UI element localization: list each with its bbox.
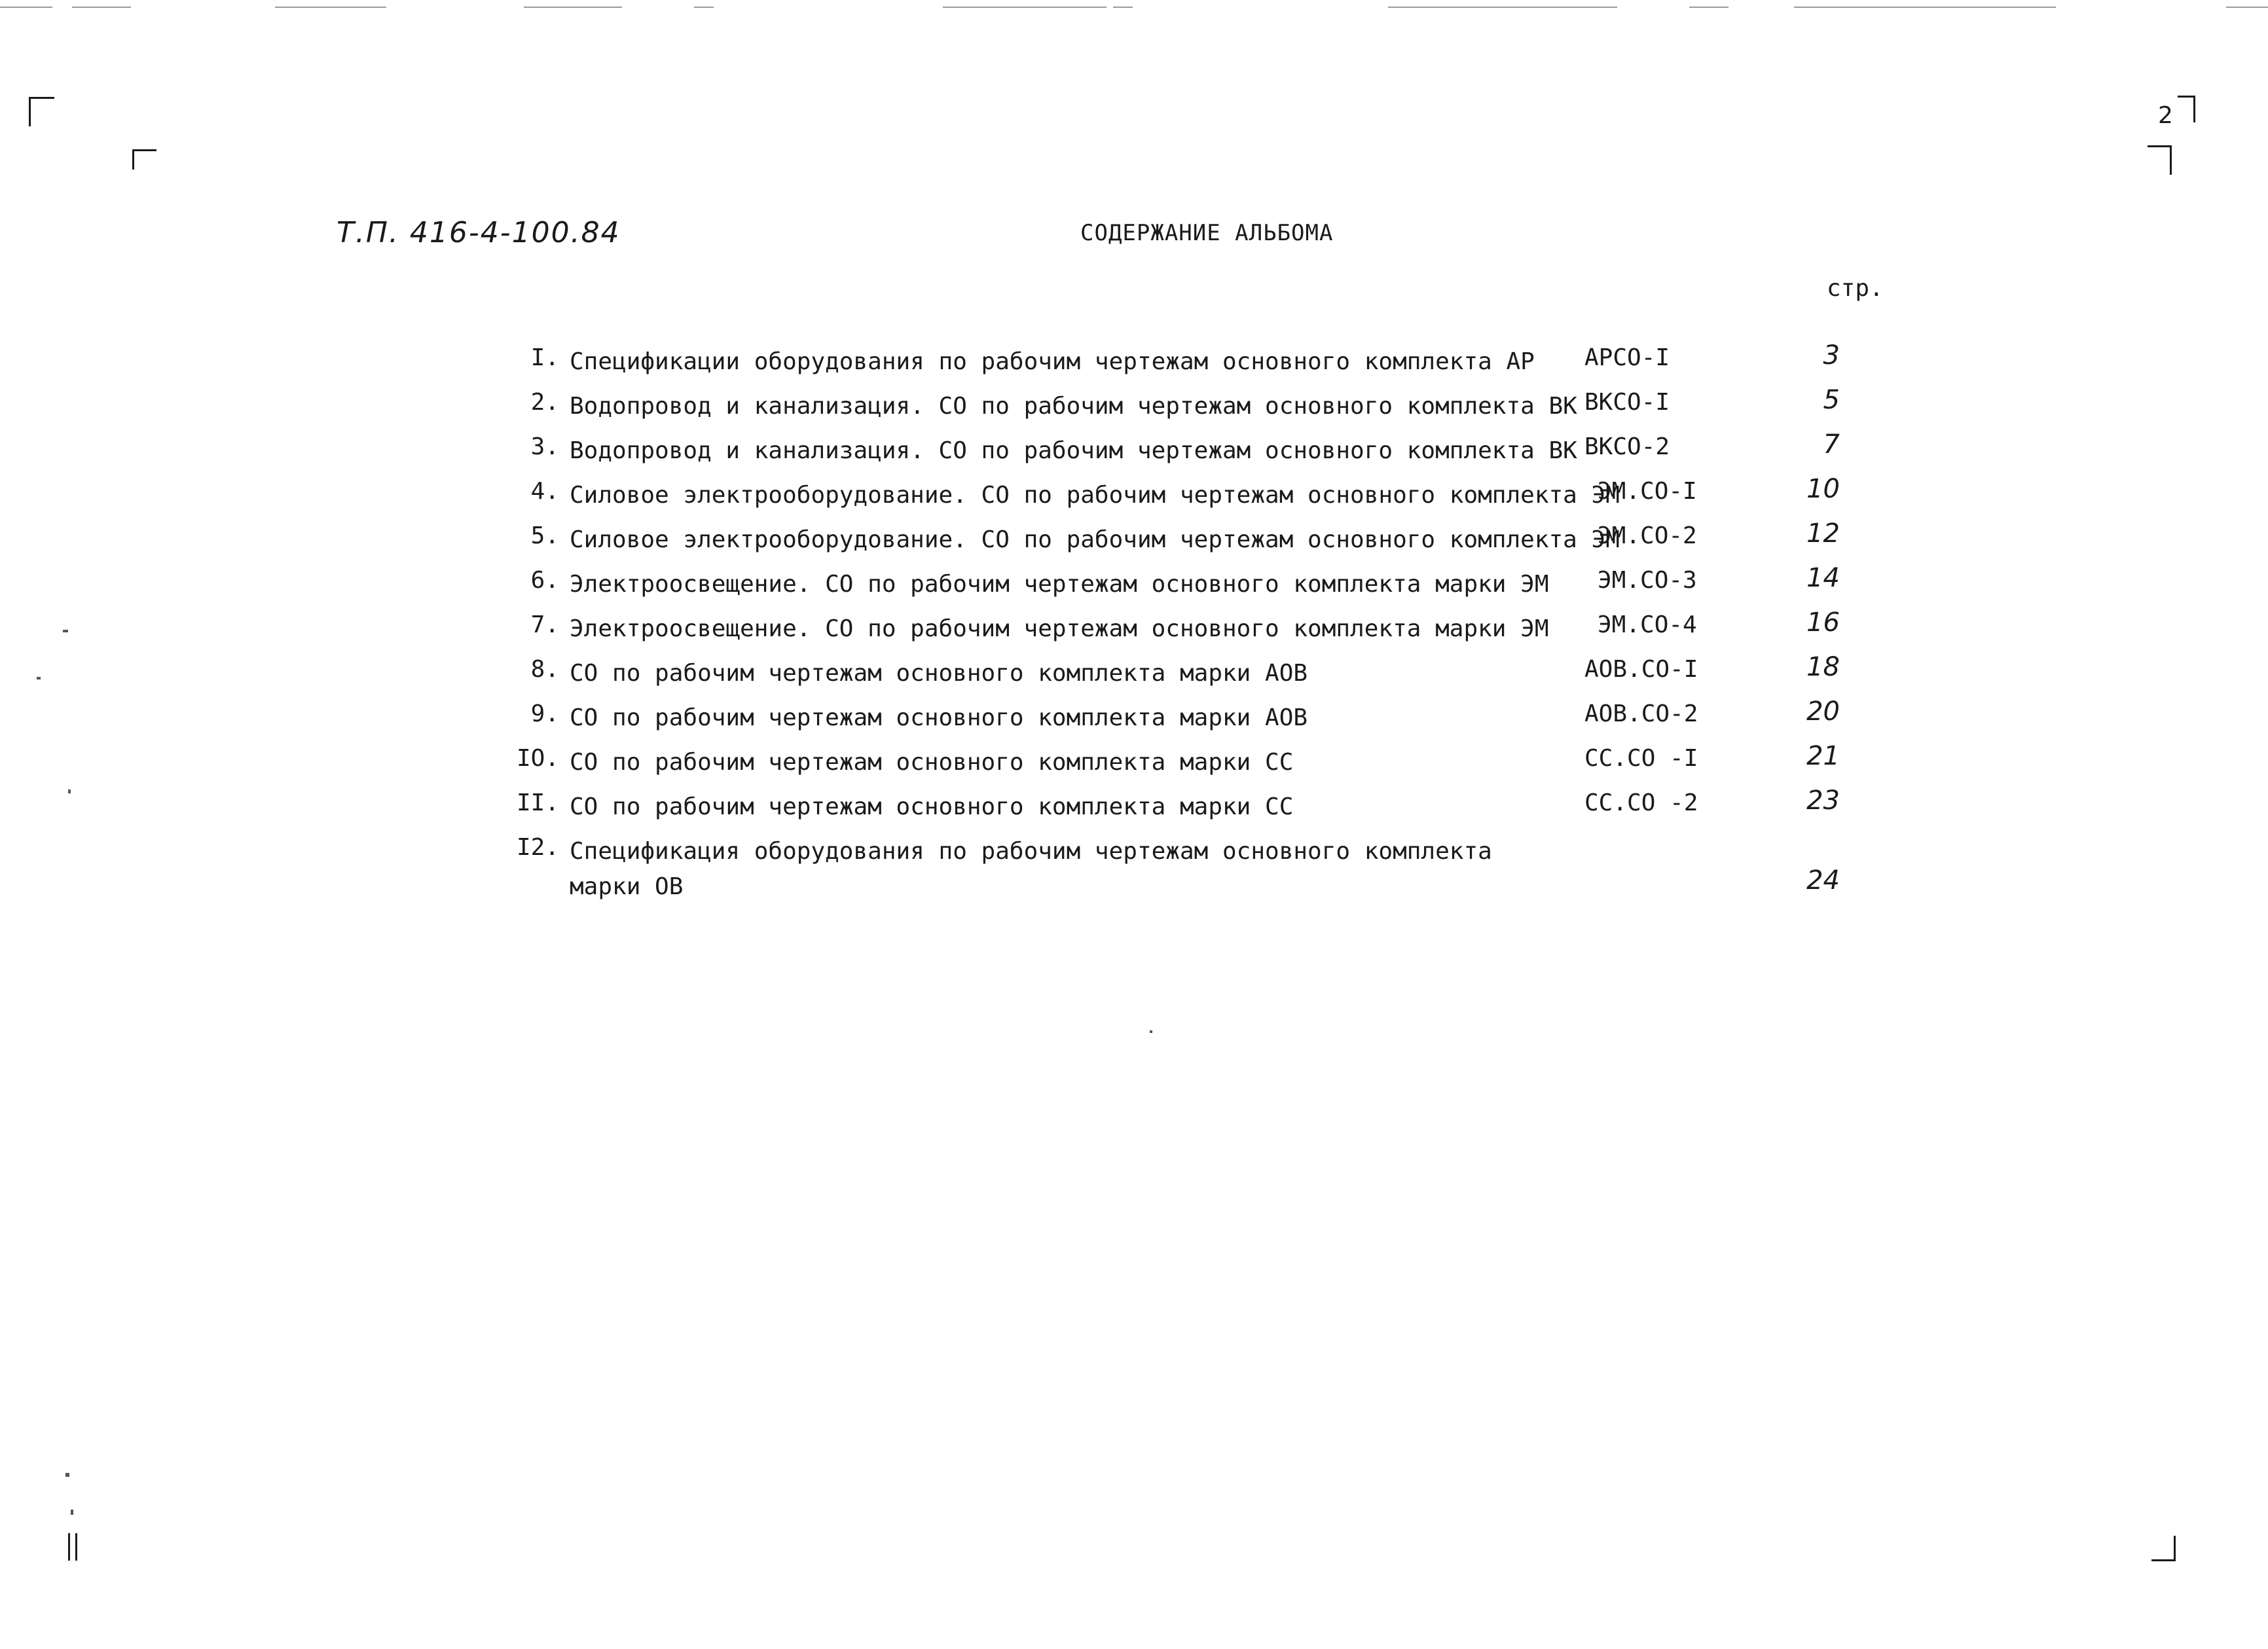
contents-row bbox=[0, 786, 2268, 829]
scan-speck bbox=[65, 1473, 69, 1477]
row-code: ЭМ.СО-I bbox=[1598, 478, 1697, 505]
row-number: I2. bbox=[516, 834, 559, 861]
corner-mark-bottom-right bbox=[2151, 1536, 2176, 1561]
scan-edge-line bbox=[1689, 7, 1728, 8]
page-column-label: стр. bbox=[1827, 275, 1884, 302]
document-code: Т.П. 416-4-100.84 bbox=[337, 216, 621, 249]
row-page: 16 bbox=[1806, 607, 1840, 638]
contents-row bbox=[0, 340, 2268, 384]
scan-edge-line bbox=[0, 7, 52, 8]
row-title bbox=[570, 834, 1492, 905]
row-title: СО по рабочим чертежам основного комплекта марки АОВ bbox=[570, 704, 1308, 731]
scan-edge-line bbox=[2226, 7, 2268, 8]
scan-edge-line bbox=[275, 7, 386, 8]
scan-edge-line bbox=[1794, 7, 2056, 8]
row-code: СС.СО -I bbox=[1584, 745, 1698, 772]
row-number: IO. bbox=[516, 745, 559, 772]
row-page: 10 bbox=[1806, 474, 1840, 504]
row-page: 5 bbox=[1823, 385, 1840, 415]
row-page: 23 bbox=[1806, 786, 1840, 816]
contents-row bbox=[0, 429, 2268, 473]
row-title: Водопровод и канализация. СО по рабочим чертежам основного комплекта ВК bbox=[570, 437, 1577, 464]
scan-edge-line bbox=[943, 7, 1107, 8]
contents-row bbox=[0, 697, 2268, 740]
contents-row bbox=[0, 834, 2268, 913]
row-title: Электроосвещение. СО по рабочим чертежам основного комплекта марки ЭМ bbox=[570, 615, 1549, 642]
row-code: ВКСО-2 bbox=[1584, 433, 1670, 460]
row-title: СО по рабочим чертежам основного комплекта марки СС bbox=[570, 793, 1294, 820]
scan-edge-line bbox=[1388, 7, 1617, 8]
row-number: 3. bbox=[530, 433, 559, 460]
row-number: 8. bbox=[530, 656, 559, 683]
row-page: 24 bbox=[1806, 865, 1840, 896]
corner-mark-top-left-inner bbox=[132, 149, 156, 170]
contents-row bbox=[0, 518, 2268, 562]
row-title-line: марки ОВ bbox=[570, 873, 684, 900]
row-number: 6. bbox=[530, 567, 559, 594]
row-code: АРСО-I bbox=[1584, 344, 1670, 371]
row-number: 2. bbox=[530, 389, 559, 416]
row-page: 14 bbox=[1806, 563, 1840, 593]
row-code: ЭМ.СО-2 bbox=[1598, 522, 1697, 549]
corner-mark-bottom-left bbox=[68, 1533, 77, 1561]
corner-mark-top-right-inner bbox=[2148, 145, 2172, 175]
row-title: СО по рабочим чертежам основного комплекта марки АОВ bbox=[570, 660, 1308, 687]
row-code: АОВ.СО-I bbox=[1584, 656, 1698, 683]
row-number: II. bbox=[516, 789, 559, 816]
row-title-line: Спецификация оборудования по рабочим чертежам основного комплекта bbox=[570, 838, 1492, 865]
contents-row bbox=[0, 652, 2268, 695]
row-page: 12 bbox=[1806, 518, 1840, 549]
page-title: СОДЕРЖАНИЕ АЛЬБОМА bbox=[1080, 220, 1334, 246]
row-code: ВКСО-I bbox=[1584, 389, 1670, 416]
row-code: СС.СО -2 bbox=[1584, 789, 1698, 816]
page-number: 2 bbox=[2158, 102, 2173, 129]
corner-mark-top-right-outer bbox=[2178, 96, 2195, 122]
scan-edge-line bbox=[694, 7, 714, 8]
row-title: Спецификации оборудования по рабочим чертежам основного комплекта АР bbox=[570, 348, 1535, 375]
row-code: АОВ.СО-2 bbox=[1584, 700, 1698, 727]
scan-speck bbox=[71, 1510, 73, 1515]
contents-row bbox=[0, 607, 2268, 651]
scan-edge-line bbox=[524, 7, 622, 8]
row-code: ЭМ.СО-3 bbox=[1598, 567, 1697, 594]
row-page: 18 bbox=[1806, 652, 1840, 682]
row-title: Электроосвещение. СО по рабочим чертежам основного комплекта марки ЭМ bbox=[570, 571, 1549, 598]
row-page: 7 bbox=[1823, 429, 1840, 460]
row-number: 4. bbox=[530, 478, 559, 505]
row-title: Водопровод и канализация. СО по рабочим чертежам основного комплекта ВК bbox=[570, 393, 1577, 420]
row-title: Силовое электрооборудование. СО по рабочим чертежам основного комплекта ЭМ bbox=[570, 482, 1620, 509]
row-number: 7. bbox=[530, 611, 559, 638]
row-page: 21 bbox=[1806, 741, 1840, 771]
row-number: I. bbox=[530, 344, 559, 371]
row-code: ЭМ.СО-4 bbox=[1598, 611, 1697, 638]
corner-mark-top-left-outer bbox=[29, 97, 54, 126]
row-page: 20 bbox=[1806, 697, 1840, 727]
row-page: 3 bbox=[1823, 340, 1840, 371]
scan-edge-line bbox=[72, 7, 131, 8]
scan-edge-line bbox=[1113, 7, 1133, 8]
contents-row bbox=[0, 741, 2268, 784]
row-number: 9. bbox=[530, 700, 559, 727]
row-title: Силовое электрооборудование. СО по рабочим чертежам основного комплекта ЭМ bbox=[570, 526, 1620, 553]
contents-row bbox=[0, 474, 2268, 517]
scan-speck bbox=[1150, 1030, 1152, 1033]
row-title: СО по рабочим чертежам основного комплекта марки СС bbox=[570, 749, 1294, 776]
contents-row bbox=[0, 385, 2268, 428]
row-number: 5. bbox=[530, 522, 559, 549]
contents-row bbox=[0, 563, 2268, 606]
